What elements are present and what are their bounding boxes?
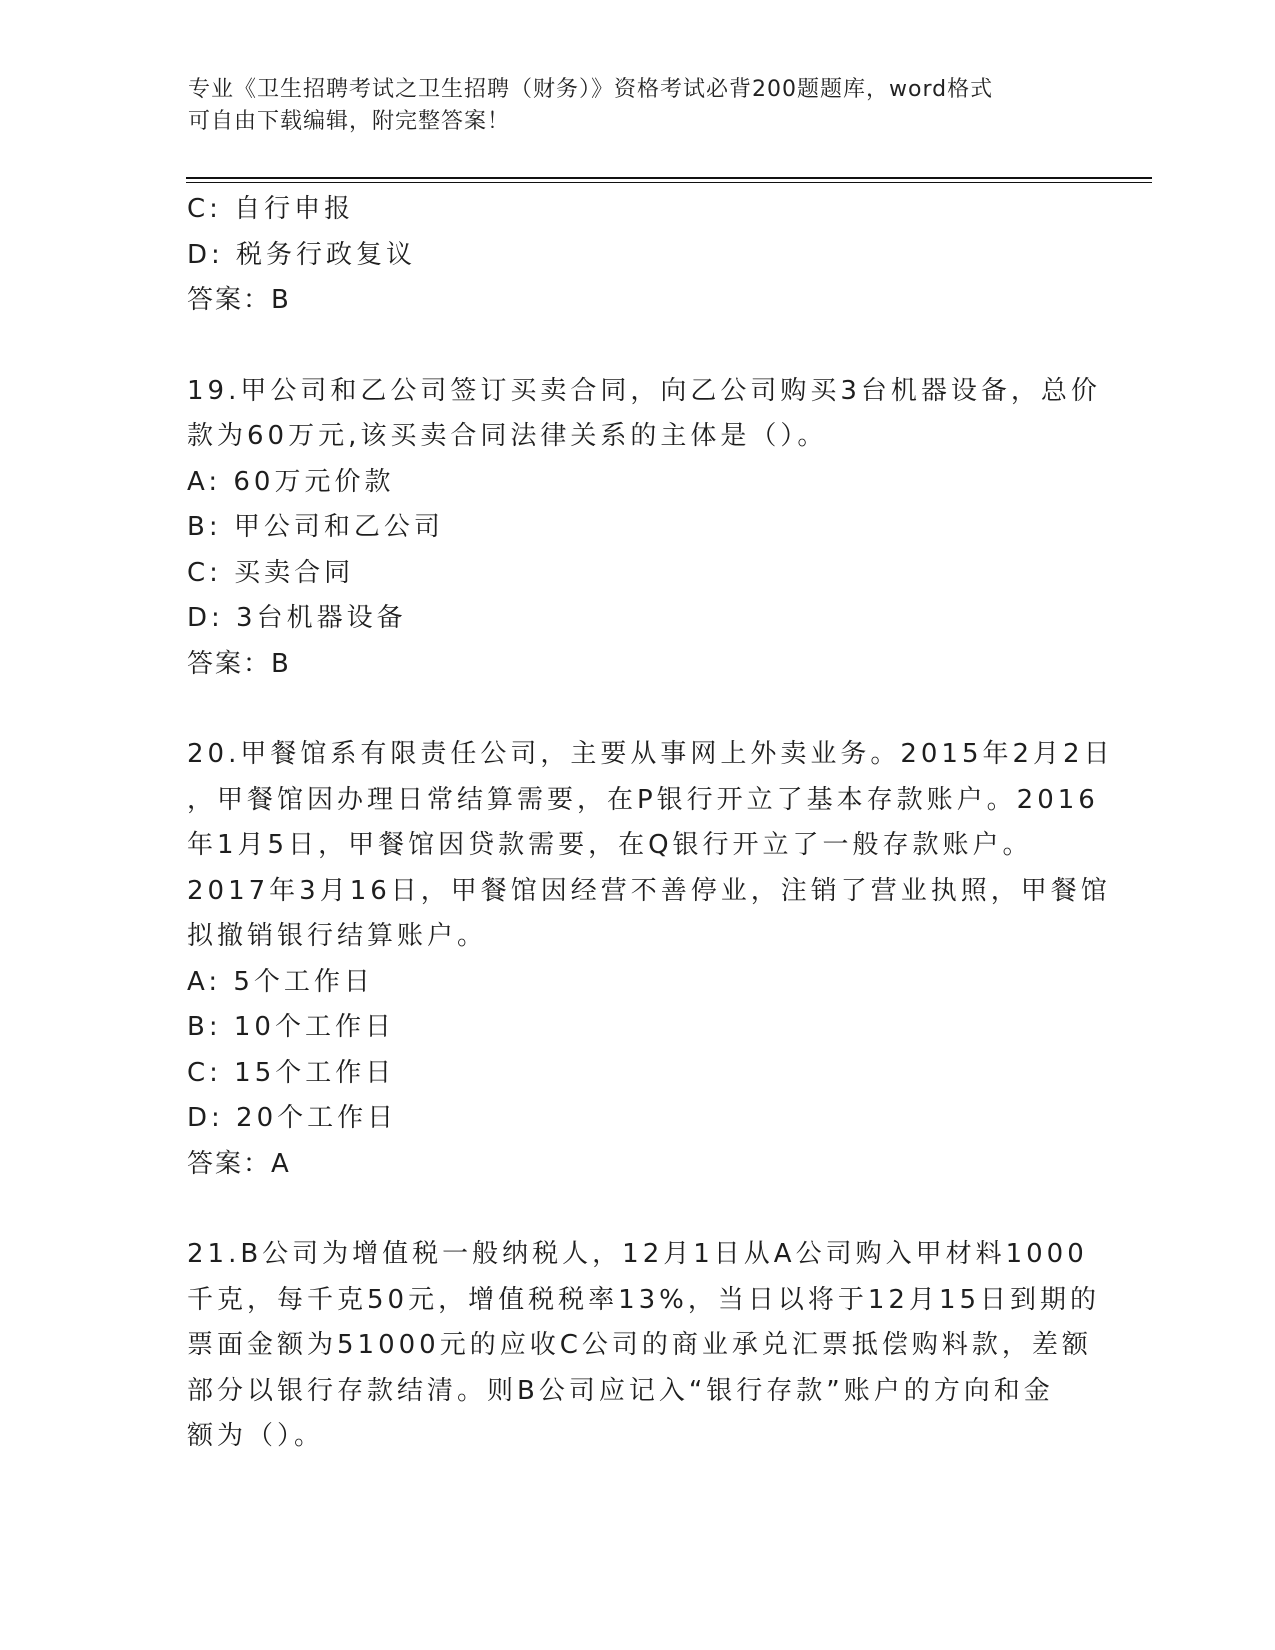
answer-label: 答案：B [187, 285, 291, 315]
question-content [187, 187, 1114, 1460]
option-d: D: 3台机器设备 [187, 603, 407, 633]
option-c: C: 自行申报 [187, 194, 355, 224]
spacer [187, 324, 1087, 369]
question-20 [187, 732, 1114, 1187]
spacer [187, 1187, 1087, 1232]
header-divider-thin [186, 182, 1152, 183]
option-a: A: 60万元价款 [187, 466, 395, 497]
question-line: 部分以银行存款结清。则B公司应记入“银行存款”账户的方向和金 [187, 1375, 1054, 1406]
question-line: 年1月5日，甲餐馆因贷款需要，在Q银行开立了一般存款账户。 [187, 830, 1033, 860]
spacer [187, 687, 1087, 732]
answer-label: 答案：A [187, 1148, 291, 1179]
option-b: B: 10个工作日 [187, 1012, 395, 1042]
question-line: 19.甲公司和乙公司签订买卖合同，向乙公司购买3台机器设备，总价 [187, 375, 1101, 406]
question-line: 2017年3月16日，甲餐馆因经营不善停业，注销了营业执照，甲餐馆 [187, 875, 1111, 906]
header-line-2: 可自由下载编辑，附完整答案！ [188, 109, 511, 134]
option-c: C: 15个工作日 [187, 1057, 396, 1088]
question-19 [187, 369, 1101, 688]
question-line: 拟撤销银行结算账户。 [187, 921, 488, 951]
header-divider-thick [186, 177, 1152, 179]
question-line: 额为（）。 [187, 1421, 325, 1451]
question-21 [187, 1232, 1101, 1460]
question-line: 21.B公司为增值税一般纳税人，12月1日从A公司购入甲材料1000 [187, 1239, 1088, 1269]
question-text [187, 369, 1101, 460]
question-line: 20.甲餐馆系有限责任公司，主要从事网上外卖业务。2015年2月2日 [187, 739, 1114, 769]
question-line: 千克，每千克50元，增值税税率13%，当日以将于12月15日到期的 [187, 1284, 1101, 1315]
question-line: 票面金额为51000元的应收C公司的商业承兑汇票抵偿购料款，差额 [187, 1330, 1092, 1360]
question-18-continued [187, 187, 1087, 324]
option-c: C: 买卖合同 [187, 557, 355, 588]
option-d: D: 税务行政复议 [187, 239, 417, 270]
option-b: B: 甲公司和乙公司 [187, 512, 444, 542]
header-line-1: 专业《卫生招聘考试之卫生招聘（财务）》资格考试必背200题题库，word格式 [188, 77, 994, 102]
option-d: D: 20个工作日 [187, 1103, 398, 1133]
question-line: 款为60万元,该买卖合同法律关系的主体是（）。 [187, 421, 828, 451]
answer-label: 答案：B [187, 648, 291, 679]
option-a: A: 5个工作日 [187, 966, 374, 997]
page-header [188, 74, 1088, 138]
question-text [187, 1232, 1101, 1460]
question-line: ，甲餐馆因办理日常结算需要，在P银行开立了基本存款账户。2016 [187, 784, 1099, 815]
question-text [187, 732, 1114, 960]
